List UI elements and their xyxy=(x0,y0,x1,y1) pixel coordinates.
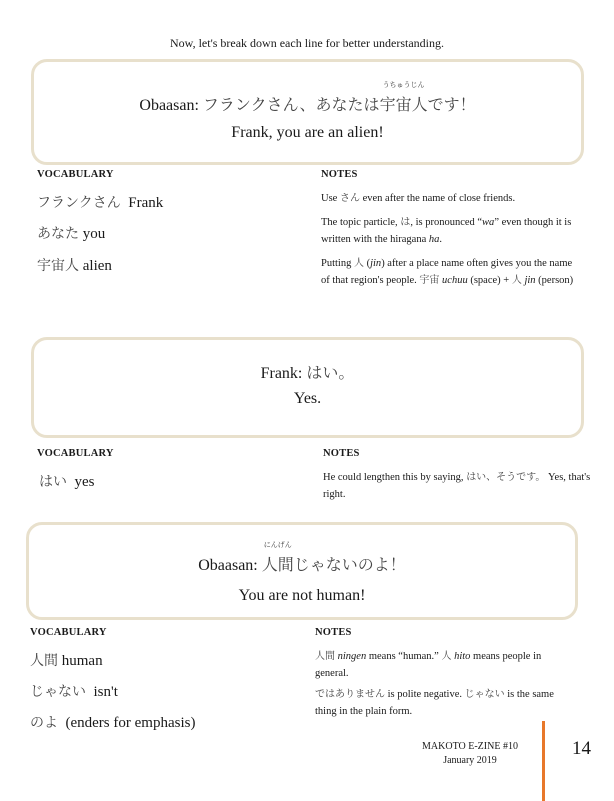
vocab-heading: VOCABULARY xyxy=(30,627,107,638)
vocab-heading: VOCABULARY xyxy=(37,169,114,180)
ruby xyxy=(379,81,428,115)
note-text: Putting xyxy=(321,258,354,269)
dialogue-line-jp xyxy=(29,541,575,575)
speaker: Obaasan: xyxy=(198,557,258,574)
dialogue-box-1 xyxy=(31,59,584,165)
furigana: にんげん xyxy=(263,541,292,549)
vocab-en: isn't xyxy=(93,684,118,700)
vocab-jp: のよ xyxy=(30,715,58,731)
vocab-item xyxy=(30,712,195,732)
vocab-en: alien xyxy=(82,258,112,274)
jp-term: はい、そうです。 xyxy=(466,472,546,483)
jp-text: はい。 xyxy=(306,363,355,382)
vocab-jp: 宇宙人 xyxy=(37,258,79,274)
romaji-term: hito xyxy=(454,651,471,662)
note-text: The topic particle, xyxy=(321,217,401,228)
romaji-term: jin xyxy=(524,275,536,286)
jp-term: さん xyxy=(339,193,360,204)
note-text: even after the name of close friends. xyxy=(359,193,516,204)
vocab-item xyxy=(30,650,103,670)
note-text: (space) + xyxy=(467,275,512,286)
footer-date: January 2019 xyxy=(443,755,497,766)
dialogue-translation: Yes. xyxy=(293,390,322,407)
speaker: Obaasan: xyxy=(139,97,199,114)
jp-term: 人 xyxy=(441,651,452,662)
vocab-item xyxy=(37,223,105,243)
vocab-item xyxy=(37,192,163,212)
note-text: ) after a place name often gives you the name of that region's people. xyxy=(321,258,573,286)
vocab-heading: VOCABULARY xyxy=(37,448,114,459)
notes-heading: NOTES xyxy=(315,627,352,638)
footer-title: MAKOTO E-ZINE #10 xyxy=(422,741,518,752)
jp-term: 宇宙 xyxy=(419,275,440,286)
note-text: He could lengthen this by saying, xyxy=(323,472,467,483)
note-text: (person) xyxy=(535,275,574,286)
romaji-term: ningen xyxy=(337,651,367,662)
romaji-term: jin xyxy=(370,258,382,269)
jp-term: 人間 xyxy=(315,651,335,662)
note-text: means “human.” xyxy=(366,651,442,662)
jp-text-after: じゃないのよ！ xyxy=(293,555,406,574)
intro-text: Now, let's break down each line for better understanding. xyxy=(170,36,444,50)
romaji-term: ha xyxy=(428,234,440,245)
jp-term: は xyxy=(400,217,411,228)
note xyxy=(315,648,575,682)
ruby xyxy=(261,541,294,575)
vocab-jp: フランクさん xyxy=(37,195,121,211)
vocab-en: human xyxy=(61,653,103,669)
vocab-item xyxy=(39,471,95,491)
note-text: Use xyxy=(321,193,340,204)
furigana: うちゅうじん xyxy=(382,81,425,89)
vocab-jp: じゃない xyxy=(30,684,86,700)
note-text: Yes, that's right. xyxy=(323,472,591,500)
notes-heading: NOTES xyxy=(321,169,358,180)
jp-text: フランクさん、あなたは xyxy=(202,95,380,114)
romaji-term: wa xyxy=(482,217,495,228)
note-text: ( xyxy=(363,258,371,269)
note xyxy=(321,255,581,289)
dialogue-line-jp xyxy=(34,360,581,383)
vocab-en: you xyxy=(82,226,106,242)
vocab-jp: あなた xyxy=(37,226,79,242)
footer-magazine xyxy=(400,740,540,768)
dialogue-translation: You are not human! xyxy=(238,587,366,604)
dialogue-translation: Frank, you are an alien! xyxy=(231,124,384,141)
accent-bar xyxy=(542,721,545,801)
note-text: ” even though it is written with the hiragana xyxy=(321,217,572,245)
jp-term: ではありません xyxy=(315,689,385,700)
vocab-item xyxy=(37,255,112,275)
note-text: is polite negative. xyxy=(385,689,465,700)
speaker: Frank: xyxy=(260,365,303,382)
ruby-base: 宇宙人 xyxy=(379,95,428,114)
vocab-jp: 人間 xyxy=(30,653,58,669)
jp-term: 人 xyxy=(353,258,364,269)
page-number: 14 xyxy=(572,738,591,759)
jp-term: じゃない xyxy=(464,689,505,700)
dialogue-line-jp xyxy=(34,81,581,115)
jp-term: 人 xyxy=(511,275,522,286)
vocab-en: yes xyxy=(74,474,95,490)
romaji-term: uchuu xyxy=(442,275,468,286)
vocab-en: Frank xyxy=(128,195,164,211)
ruby-base: 人間 xyxy=(261,555,294,574)
vocab-jp: はい xyxy=(39,474,67,490)
vocab-en: (enders for emphasis) xyxy=(65,715,196,731)
note xyxy=(323,469,593,503)
note-text: . xyxy=(439,234,443,245)
note xyxy=(321,214,581,248)
vocab-item xyxy=(30,681,118,701)
note xyxy=(315,686,575,720)
note-text: is the same thing in the plain form. xyxy=(315,689,554,717)
dialogue-box-3 xyxy=(26,522,578,620)
jp-text-after: です！ xyxy=(427,95,476,114)
notes-heading: NOTES xyxy=(323,448,360,459)
note-text: means people in general. xyxy=(315,651,542,679)
note xyxy=(321,190,581,207)
dialogue-box-2 xyxy=(31,337,584,438)
note-text: , is pronounced “ xyxy=(410,217,483,228)
